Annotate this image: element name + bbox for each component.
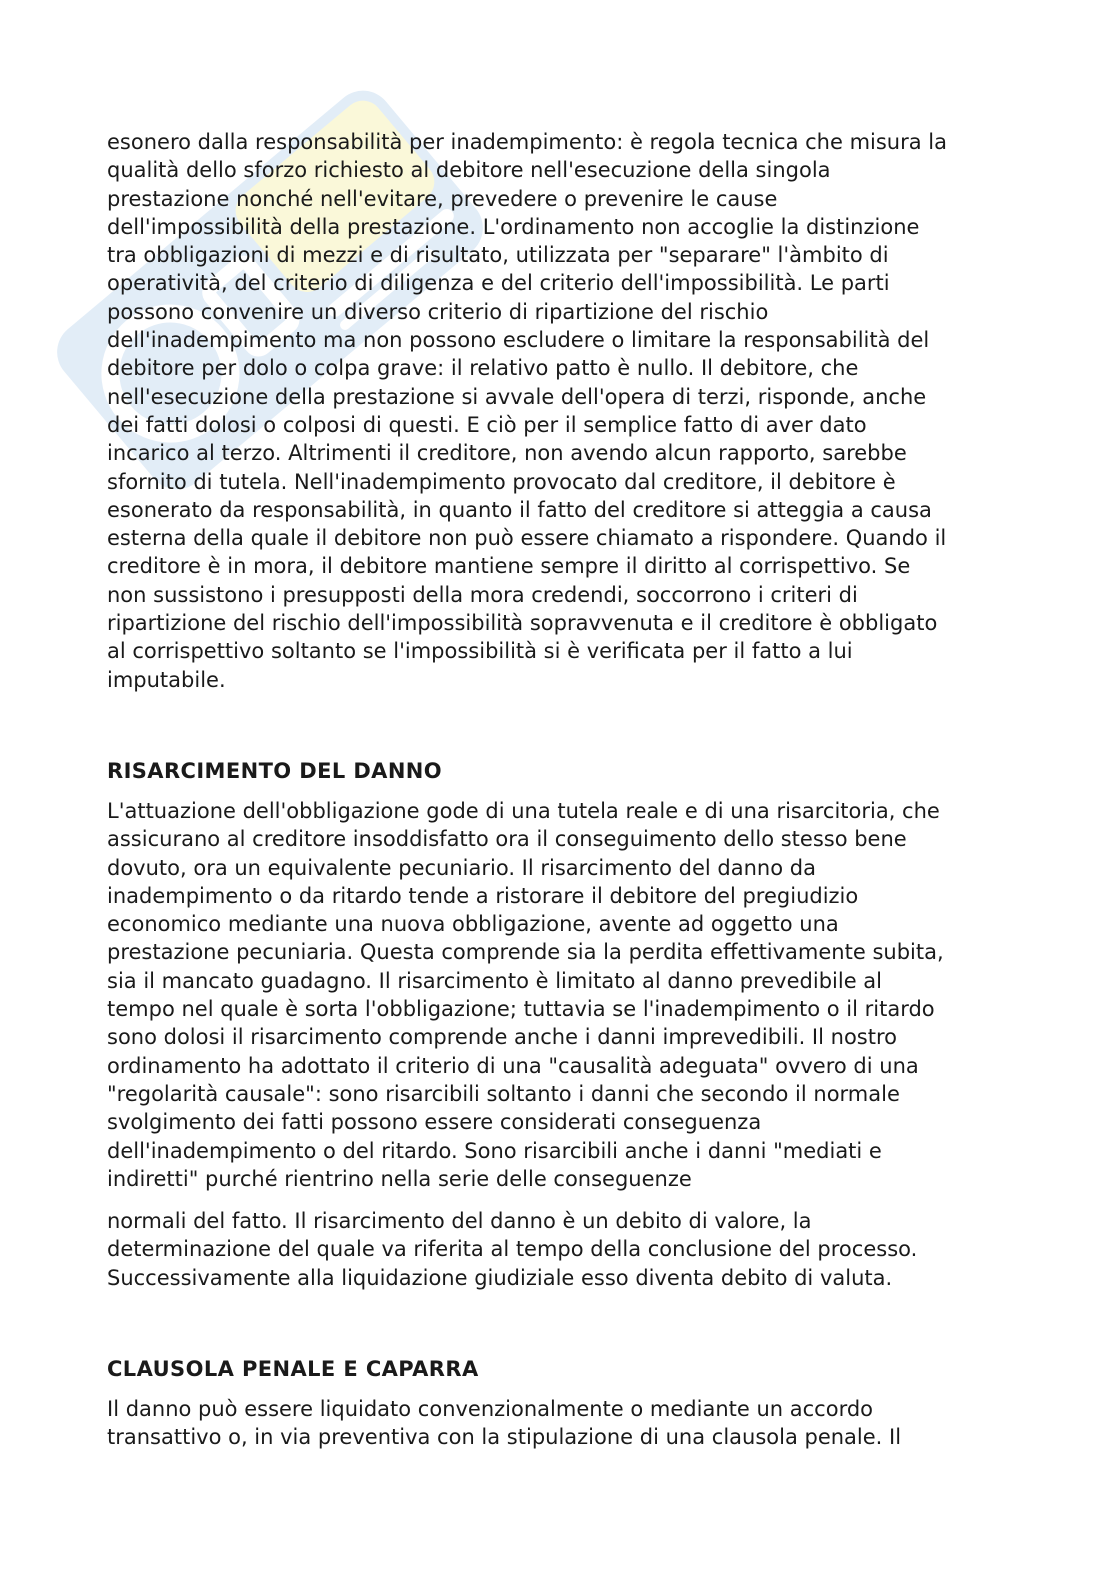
body-paragraph: esonero dalla responsabilità per inadempimento: è regola tecnica che misura la qualità dello sforzo richiesto al debitore nell'esecuzione della singola prestazione nonché nell'evitare, prevedere o prevenire le cause dell'impossibilità della prestazione. L'ordinamento non accoglie la distinzione tra obbligazioni di mezzi e di risultato, utilizzata per "separare" l'àmbito di operatività, del criterio di diligenza e del criterio dell'impossibilità. Le parti possono convenire un diverso criterio di ripartizione del rischio dell'inadempimento ma non possono escludere o limitare la responsabilità del debitore per dolo o colpa grave: il relativo patto è nullo. Il debitore, che nell'esecuzione della prestazione si avvale dell'opera di terzi, risponde, anche dei fatti dolosi o colposi di questi. E ciò per il semplice fatto di aver dato incarico al terzo. Altrimenti il creditore, non avendo alcun rapporto, sarebbe sfornito di tutela. Nell'inadempimento provocato dal creditore, il debitore è esonerato da responsabilità, in quanto il fatto del creditore si atteggia a causa esterna della quale il debitore non può essere chiamato a rispondere. Quando il creditore è in mora, il debitore mantiene sempre il diritto al corrispettivo. Se non sussistono i presupposti della mora credendi, soccorrono i criteri di ripartizione del rischio dell'impossibilità sopravvenuta e il creditore è obbligato al corrispettivo soltanto se l'impossibilità si è verificata per il fatto a lui imputabile.	[107, 130, 947, 692]
body-paragraph: normali del fatto. Il risarcimento del danno è un debito di valore, la determinazione del quale va riferita al tempo della conclusione del processo. Successivamente alla liquidazione giudiziale esso diventa debito di valuta.	[107, 1209, 918, 1290]
section-heading: CLAUSOLA PENALE E CAPARRA	[107, 1356, 479, 1381]
body-paragraph: Il danno può essere liquidato convenzionalmente o mediante un accordo transattivo o, in via preventiva con la stipulazione di una clausola penale. Il	[107, 1396, 902, 1450]
body-paragraph: L'attuazione dell'obbligazione gode di una tutela reale e di una risarcitoria, che assicurano al creditore insoddisfatto ora il conseguimento dello stesso bene dovuto, ora un equivalente pecuniario. Il risarcimento del danno da inadempimento o da ritardo tende a ristorare il debitore del pregiudizio economico mediante una nuova obbligazione, avente ad oggetto una prestazione pecuniaria. Questa comprende sia la perdita effettivamente subita, sia il mancato guadagno. Il risarcimento è limitato al danno prevedibile al tempo nel quale è sorta l'obbligazione; tuttavia se l'inadempimento o il ritardo sono dolosi il risarcimento comprende anche i danni imprevedibili. Il nostro ordinamento ha adottato il criterio di una "causalità adeguata" ovvero di una "regolarità causale": sono risarcibili soltanto i danni che secondo il normale svolgimento dei fatti possono essere considerati conseguenza dell'inadempimento o del ritardo. Sono risarcibili anche i danni "mediati e indiretti" purché rientrino nella serie delle conseguenze	[107, 798, 944, 1191]
section-heading: RISARCIMENTO DEL DANNO	[107, 758, 443, 783]
